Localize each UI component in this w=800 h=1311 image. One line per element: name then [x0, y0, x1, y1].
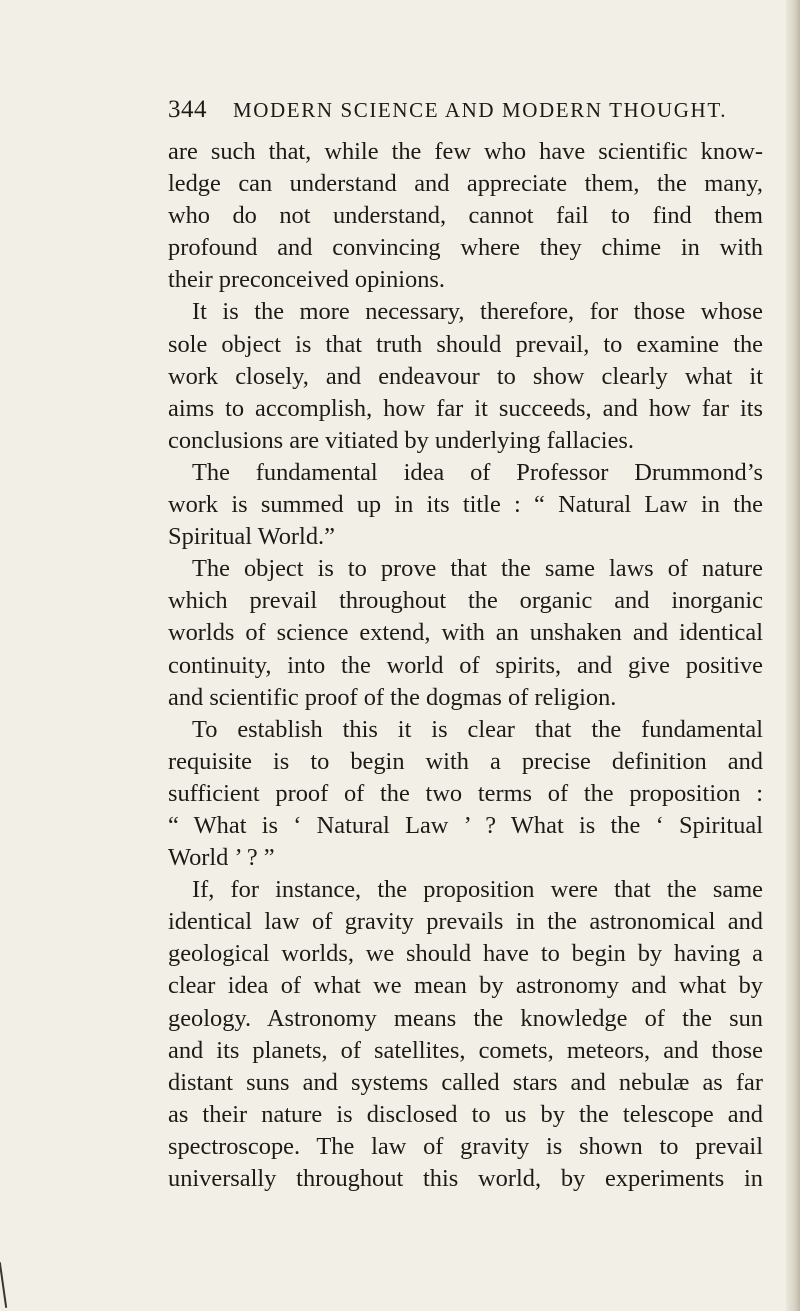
page-number: 344 — [168, 96, 207, 123]
text-line: conclusions are vitiated by underlying fallacies. — [168, 426, 634, 454]
text-line: identical law of gravity prevails in the astronomical and — [168, 908, 763, 936]
text-line: sufficient proof of the two terms of the proposition : — [168, 779, 763, 807]
text-line: It is the more necessary, therefore, for those whose — [192, 298, 763, 326]
text-line: are such that, while the few who have scientific know- — [168, 138, 763, 165]
text-line: World ’ ? ” — [168, 844, 275, 872]
text-line: work closely, and endeavour to show clearly what it — [168, 362, 763, 390]
text-line: their preconceived opinions. — [168, 266, 446, 294]
text-line: continuity, into the world of spirits, and give positive — [168, 651, 763, 679]
page-edge-shadow — [786, 0, 800, 1311]
text-line: as their nature is disclosed to us by the telescope and — [168, 1100, 763, 1128]
text-line: “ What is ‘ Natural Law ’ ? What is the ‘ Spiritual — [168, 811, 763, 839]
text-line: ledge can understand and appreciate them, the many, — [168, 170, 763, 198]
text-line: Spiritual World.” — [168, 523, 335, 551]
text-line: who do not understand, cannot fail to find them — [168, 202, 763, 230]
margin-pencil-mark — [0, 1262, 7, 1308]
text-line: spectroscope. The law of gravity is shown to prevail — [168, 1132, 763, 1160]
text-line: To establish this it is clear that the fundamental — [192, 715, 763, 743]
text-line: If, for instance, the proposition were that the same — [192, 876, 763, 904]
text-line: distant suns and systems called stars and nebulæ as far — [168, 1068, 763, 1096]
text-line: and its planets, of satellites, comets, meteors, and those — [168, 1036, 763, 1064]
text-line: work is summed up in its title : “ Natural Law in the — [168, 491, 763, 519]
text-line: requisite is to begin with a precise definition and — [168, 747, 763, 775]
text-line: geological worlds, we should have to begin by having a — [168, 940, 763, 968]
text-line: which prevail throughout the organic and inorganic — [168, 587, 763, 615]
text-line: clear idea of what we mean by astronomy and what by — [168, 972, 763, 1000]
text-line: The fundamental idea of Professor Drummond’s — [192, 458, 763, 486]
body-text — [168, 136, 763, 1195]
running-head — [168, 96, 728, 126]
text-line: universally throughout this world, by experiments in — [168, 1165, 763, 1192]
running-title: MODERN SCIENCE AND MODERN THOUGHT. — [233, 98, 728, 122]
text-line: and scientific proof of the dogmas of religion. — [168, 683, 617, 711]
text-line: profound and convincing where they chime in with — [168, 234, 763, 262]
text-line: worlds of science extend, with an unshaken and identical — [168, 619, 763, 647]
text-line: geology. Astronomy means the knowledge of the sun — [168, 1004, 763, 1032]
text-line: aims to accomplish, how far it succeeds, and how far its — [168, 394, 763, 422]
text-line: sole object is that truth should prevail, to examine the — [168, 330, 763, 358]
text-line: The object is to prove that the same laws of nature — [192, 555, 763, 583]
